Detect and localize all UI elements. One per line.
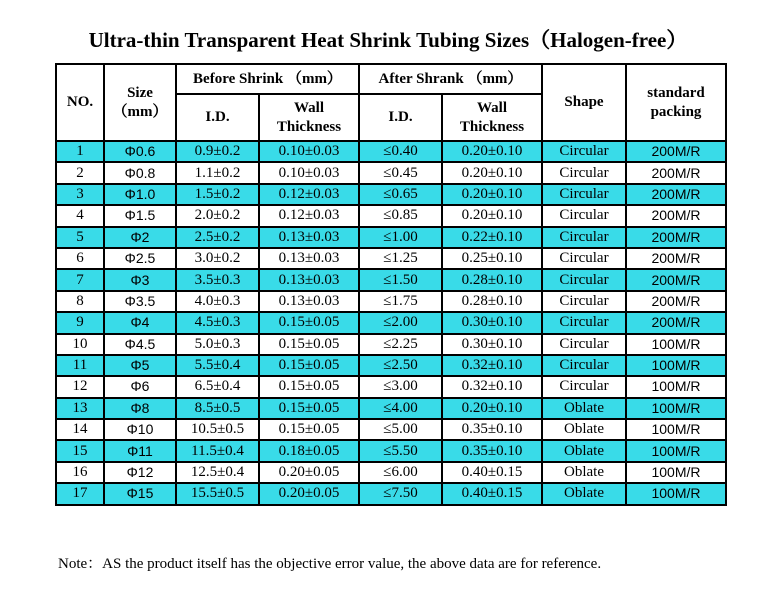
cell-no: 15 xyxy=(56,440,104,461)
cell-no: 5 xyxy=(56,227,104,248)
cell-before-wall: 0.12±0.03 xyxy=(259,184,359,205)
table-row xyxy=(56,184,726,205)
cell-no: 3 xyxy=(56,184,104,205)
cell-after-id: ≤0.45 xyxy=(359,162,442,183)
header-before-id: I.D. xyxy=(176,94,259,141)
header-size xyxy=(104,64,176,141)
cell-before-wall: 0.20±0.05 xyxy=(259,462,359,483)
table-row xyxy=(56,355,726,376)
cell-before-wall: 0.15±0.05 xyxy=(259,334,359,355)
cell-shape: Circular xyxy=(542,312,626,333)
cell-before-id: 8.5±0.5 xyxy=(176,398,259,419)
cell-shape: Circular xyxy=(542,355,626,376)
table-row xyxy=(56,419,726,440)
cell-no: 9 xyxy=(56,312,104,333)
cell-before-id: 15.5±0.5 xyxy=(176,483,259,504)
cell-packing: 100M/R xyxy=(626,355,726,376)
cell-packing: 100M/R xyxy=(626,462,726,483)
header-standard-packing xyxy=(626,64,726,141)
header-before-wall xyxy=(259,94,359,141)
cell-after-id: ≤1.75 xyxy=(359,291,442,312)
cell-before-id: 3.5±0.3 xyxy=(176,269,259,290)
cell-size: Φ5 xyxy=(104,355,176,376)
cell-no: 16 xyxy=(56,462,104,483)
cell-before-id: 5.0±0.3 xyxy=(176,334,259,355)
cell-packing: 100M/R xyxy=(626,398,726,419)
cell-packing: 100M/R xyxy=(626,376,726,397)
header-shape: Shape xyxy=(542,64,626,141)
cell-no: 13 xyxy=(56,398,104,419)
cell-before-id: 12.5±0.4 xyxy=(176,462,259,483)
cell-before-wall: 0.13±0.03 xyxy=(259,248,359,269)
cell-no: 11 xyxy=(56,355,104,376)
cell-before-id: 6.5±0.4 xyxy=(176,376,259,397)
cell-packing: 200M/R xyxy=(626,248,726,269)
table-row xyxy=(56,440,726,461)
cell-shape: Oblate xyxy=(542,483,626,504)
cell-after-wall: 0.25±0.10 xyxy=(442,248,542,269)
cell-before-wall: 0.10±0.03 xyxy=(259,162,359,183)
cell-after-wall: 0.20±0.10 xyxy=(442,205,542,226)
cell-no: 2 xyxy=(56,162,104,183)
cell-after-id: ≤4.00 xyxy=(359,398,442,419)
cell-before-id: 0.9±0.2 xyxy=(176,141,259,162)
cell-no: 4 xyxy=(56,205,104,226)
cell-no: 7 xyxy=(56,269,104,290)
cell-shape: Oblate xyxy=(542,462,626,483)
cell-after-id: ≤2.25 xyxy=(359,334,442,355)
cell-after-id: ≤5.50 xyxy=(359,440,442,461)
cell-size: Φ15 xyxy=(104,483,176,504)
cell-shape: Circular xyxy=(542,291,626,312)
cell-before-id: 1.5±0.2 xyxy=(176,184,259,205)
cell-size: Φ4 xyxy=(104,312,176,333)
cell-packing: 200M/R xyxy=(626,141,726,162)
cell-after-wall: 0.32±0.10 xyxy=(442,355,542,376)
header-packing-line1: standard xyxy=(647,84,705,101)
cell-after-wall: 0.35±0.10 xyxy=(442,419,542,440)
cell-no: 6 xyxy=(56,248,104,269)
table-row xyxy=(56,141,726,162)
cell-before-id: 5.5±0.4 xyxy=(176,355,259,376)
cell-packing: 200M/R xyxy=(626,205,726,226)
cell-size: Φ0.6 xyxy=(104,141,176,162)
cell-shape: Circular xyxy=(542,376,626,397)
table-row xyxy=(56,312,726,333)
cell-packing: 100M/R xyxy=(626,419,726,440)
cell-after-id: ≤7.50 xyxy=(359,483,442,504)
cell-before-wall: 0.10±0.03 xyxy=(259,141,359,162)
cell-after-wall: 0.30±0.10 xyxy=(442,334,542,355)
cell-after-wall: 0.20±0.10 xyxy=(442,398,542,419)
cell-packing: 100M/R xyxy=(626,334,726,355)
header-after-wall xyxy=(442,94,542,141)
cell-after-wall: 0.28±0.10 xyxy=(442,269,542,290)
cell-size: Φ6 xyxy=(104,376,176,397)
header-packing-line2: packing xyxy=(650,103,702,120)
header-before-wall-line2: Thickness xyxy=(276,118,342,135)
cell-size: Φ3 xyxy=(104,269,176,290)
cell-after-id: ≤2.00 xyxy=(359,312,442,333)
cell-after-id: ≤6.00 xyxy=(359,462,442,483)
cell-shape: Circular xyxy=(542,141,626,162)
cell-size: Φ4.5 xyxy=(104,334,176,355)
cell-after-id: ≤1.00 xyxy=(359,227,442,248)
page-title: Ultra-thin Transparent Heat Shrink Tubing Sizes（Halogen-free） xyxy=(88,28,688,52)
cell-packing: 200M/R xyxy=(626,162,726,183)
cell-before-id: 2.0±0.2 xyxy=(176,205,259,226)
cell-packing: 200M/R xyxy=(626,291,726,312)
cell-after-id: ≤2.50 xyxy=(359,355,442,376)
cell-after-id: ≤0.40 xyxy=(359,141,442,162)
header-before-shrink: Before Shrink （mm） xyxy=(176,64,359,94)
header-no: NO. xyxy=(56,64,104,141)
table-row xyxy=(56,269,726,290)
cell-before-wall: 0.20±0.05 xyxy=(259,483,359,504)
cell-before-id: 4.5±0.3 xyxy=(176,312,259,333)
cell-shape: Circular xyxy=(542,334,626,355)
cell-before-wall: 0.15±0.05 xyxy=(259,398,359,419)
cell-after-id: ≤1.50 xyxy=(359,269,442,290)
cell-shape: Circular xyxy=(542,184,626,205)
cell-size: Φ8 xyxy=(104,398,176,419)
cell-size: Φ1.5 xyxy=(104,205,176,226)
cell-no: 17 xyxy=(56,483,104,504)
cell-packing: 200M/R xyxy=(626,227,726,248)
cell-packing: 200M/R xyxy=(626,269,726,290)
header-size-line2: （mm） xyxy=(112,103,168,120)
header-before-wall-line1: Wall xyxy=(293,99,324,116)
cell-after-id: ≤0.65 xyxy=(359,184,442,205)
cell-no: 1 xyxy=(56,141,104,162)
cell-before-id: 4.0±0.3 xyxy=(176,291,259,312)
cell-before-id: 3.0±0.2 xyxy=(176,248,259,269)
table-row xyxy=(56,291,726,312)
cell-after-wall: 0.30±0.10 xyxy=(442,312,542,333)
table-body xyxy=(56,141,726,505)
table-row xyxy=(56,376,726,397)
cell-after-wall: 0.40±0.15 xyxy=(442,483,542,504)
cell-before-id: 10.5±0.5 xyxy=(176,419,259,440)
cell-shape: Oblate xyxy=(542,398,626,419)
header-size-line1: Size xyxy=(127,84,153,101)
table-row xyxy=(56,248,726,269)
cell-after-wall: 0.20±0.10 xyxy=(442,162,542,183)
cell-shape: Oblate xyxy=(542,440,626,461)
cell-before-wall: 0.15±0.05 xyxy=(259,355,359,376)
cell-after-id: ≤1.25 xyxy=(359,248,442,269)
cell-shape: Circular xyxy=(542,269,626,290)
table-header xyxy=(56,64,726,141)
header-after-shrank: After Shrank （mm） xyxy=(359,64,542,94)
cell-size: Φ1.0 xyxy=(104,184,176,205)
table-row xyxy=(56,227,726,248)
cell-before-wall: 0.13±0.03 xyxy=(259,269,359,290)
cell-no: 10 xyxy=(56,334,104,355)
table-row xyxy=(56,398,726,419)
header-after-wall-line2: Thickness xyxy=(459,118,525,135)
table-row xyxy=(56,162,726,183)
header-after-wall-line1: Wall xyxy=(476,99,507,116)
cell-before-wall: 0.13±0.03 xyxy=(259,227,359,248)
header-after-id: I.D. xyxy=(359,94,442,141)
cell-before-wall: 0.15±0.05 xyxy=(259,312,359,333)
cell-after-wall: 0.22±0.10 xyxy=(442,227,542,248)
cell-after-wall: 0.40±0.15 xyxy=(442,462,542,483)
cell-size: Φ0.8 xyxy=(104,162,176,183)
cell-shape: Circular xyxy=(542,248,626,269)
table-row xyxy=(56,483,726,504)
table-row xyxy=(56,334,726,355)
cell-size: Φ12 xyxy=(104,462,176,483)
cell-size: Φ11 xyxy=(104,440,176,461)
cell-no: 14 xyxy=(56,419,104,440)
cell-shape: Oblate xyxy=(542,419,626,440)
cell-after-wall: 0.20±0.10 xyxy=(442,141,542,162)
cell-after-id: ≤3.00 xyxy=(359,376,442,397)
cell-size: Φ2.5 xyxy=(104,248,176,269)
table-row xyxy=(56,462,726,483)
cell-before-wall: 0.12±0.03 xyxy=(259,205,359,226)
cell-after-wall: 0.28±0.10 xyxy=(442,291,542,312)
cell-before-wall: 0.15±0.05 xyxy=(259,376,359,397)
cell-no: 8 xyxy=(56,291,104,312)
cell-after-wall: 0.32±0.10 xyxy=(442,376,542,397)
cell-after-wall: 0.35±0.10 xyxy=(442,440,542,461)
cell-after-wall: 0.20±0.10 xyxy=(442,184,542,205)
cell-shape: Circular xyxy=(542,162,626,183)
cell-before-id: 1.1±0.2 xyxy=(176,162,259,183)
cell-packing: 100M/R xyxy=(626,440,726,461)
cell-packing: 200M/R xyxy=(626,312,726,333)
cell-size: Φ2 xyxy=(104,227,176,248)
cell-shape: Circular xyxy=(542,227,626,248)
cell-size: Φ10 xyxy=(104,419,176,440)
cell-packing: 200M/R xyxy=(626,184,726,205)
cell-before-id: 11.5±0.4 xyxy=(176,440,259,461)
cell-after-id: ≤5.00 xyxy=(359,419,442,440)
cell-no: 12 xyxy=(56,376,104,397)
reference-note: Note：AS the product itself has the objective error value, the above data are for reference. xyxy=(58,556,602,572)
cell-shape: Circular xyxy=(542,205,626,226)
cell-before-wall: 0.15±0.05 xyxy=(259,419,359,440)
cell-before-wall: 0.18±0.05 xyxy=(259,440,359,461)
cell-size: Φ3.5 xyxy=(104,291,176,312)
cell-packing: 100M/R xyxy=(626,483,726,504)
cell-before-wall: 0.13±0.03 xyxy=(259,291,359,312)
cell-before-id: 2.5±0.2 xyxy=(176,227,259,248)
cell-after-id: ≤0.85 xyxy=(359,205,442,226)
table-row xyxy=(56,205,726,226)
spec-table xyxy=(55,63,727,506)
